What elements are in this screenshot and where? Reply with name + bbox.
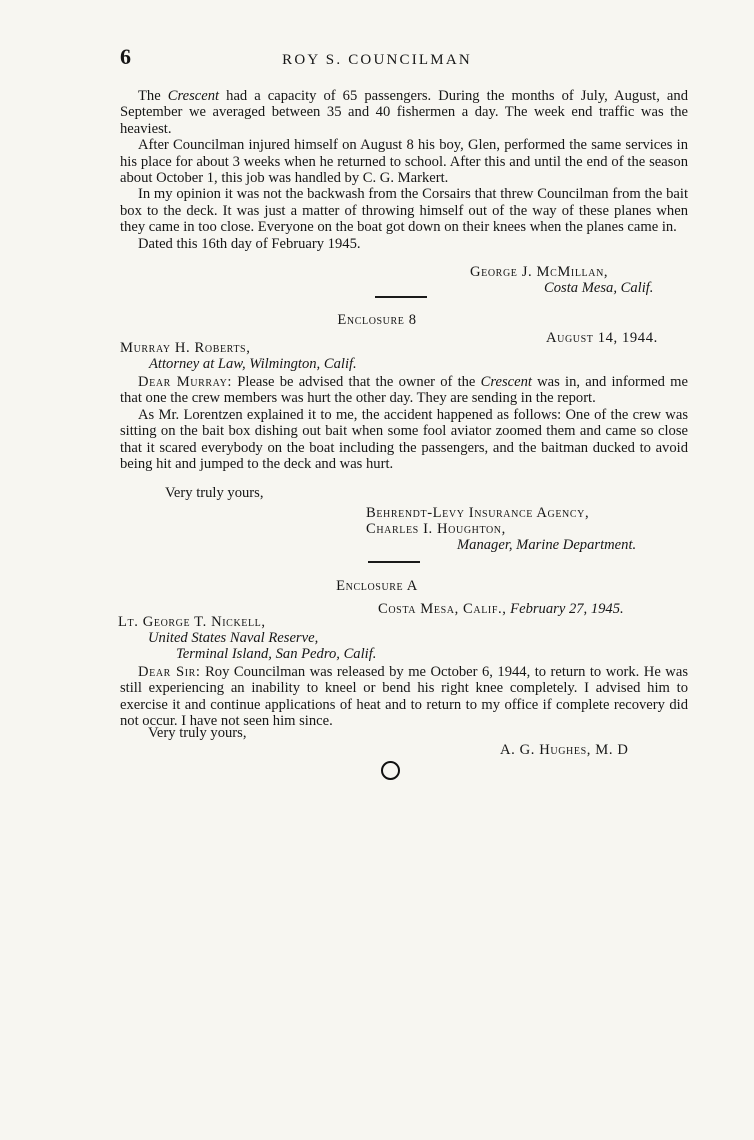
addressee-name: Lt. George T. Nickell, bbox=[118, 614, 266, 630]
page-number: 6 bbox=[120, 44, 131, 69]
enclosure-a-body bbox=[120, 664, 688, 730]
salutation: Dear Murray: bbox=[138, 374, 233, 390]
statement-paragraph: After Councilman injured himself on August 8 his boy, Glen, performed the same services in his place for about 3 weeks when he returned to school. After this and until the end of the season about October 1, this job was handled by C. G. Markert. bbox=[120, 137, 688, 187]
signer: A. G. Hughes, M. D bbox=[500, 742, 629, 758]
mcmillan-statement-body bbox=[120, 88, 688, 252]
section-divider bbox=[375, 296, 427, 298]
letter-paragraph: Dear Sir: Roy Councilman was released by me October 6, 1944, to return to work. He was still experiencing an inability to kneel or bend his right knee completely. I advised him to exercise it and continue applications of heat and to return to my office if complete recovery did not occur. I have not seen him since. bbox=[120, 664, 688, 730]
enclosure-8-heading: Enclosure 8 bbox=[337, 312, 417, 328]
statement-paragraph: The Crescent had a capacity of 65 passengers. During the months of July, August, and September we averaged between 35 and 40 fishermen a day. The week end traffic was the heaviest. bbox=[120, 88, 688, 137]
signer-place: Costa Mesa, Calif. bbox=[544, 280, 654, 296]
addressee-title: Attorney at Law, Wilmington, Calif. bbox=[149, 356, 357, 372]
addressee-line: United States Naval Reserve, bbox=[148, 630, 319, 646]
running-head: ROY S. COUNCILMAN bbox=[282, 52, 472, 68]
section-divider bbox=[368, 561, 420, 563]
letter-closing: Very truly yours, bbox=[165, 485, 264, 501]
salutation: Dear Sir: bbox=[138, 664, 201, 680]
letter-paragraph: As Mr. Lorentzen explained it to me, the accident happened as follows: One of the crew was sitting on the bait box dishing out bait when some fool aviator zoomed them and came so close that it scared everybody on the boat including the passengers, and the baitman ducked to avoid being hit and jumped to the deck and was hurt. bbox=[120, 406, 688, 473]
enclosure-a-heading: Enclosure A bbox=[336, 578, 418, 594]
signature-name: Charles I. Houghton, bbox=[366, 521, 506, 537]
signature-title: Manager, Marine Department. bbox=[457, 537, 637, 553]
signer-name: George J. McMillan, bbox=[470, 264, 609, 280]
statement-paragraph: In my opinion it was not the backwash from the Corsairs that threw Councilman from the bait box to the deck. It was just a matter of throwing himself out of the way of these planes when they came in too close. Everyone on the boat got down on their knees when the planes came in. bbox=[120, 186, 688, 236]
enclosure-8-body bbox=[120, 374, 688, 472]
statement-dated-line: Dated this 16th day of February 1945. bbox=[138, 235, 361, 252]
enclosure-a-place-date: Costa Mesa, Calif., February 27, 1945. bbox=[378, 601, 624, 617]
enclosure-8-date: August 14, 1944. bbox=[546, 330, 658, 346]
signature-company: Behrendt-Levy Insurance Agency, bbox=[366, 505, 590, 521]
addressee-line: Terminal Island, San Pedro, Calif. bbox=[176, 646, 377, 662]
letter-closing: Very truly yours, bbox=[148, 725, 247, 741]
letter-paragraph: Dear Murray: Please be advised that the owner of the Crescent was in, and informed me that one the crew members was hurt the other day. They are sending in the report. bbox=[120, 374, 689, 407]
circle-ornament-icon bbox=[381, 761, 400, 780]
addressee-name: Murray H. Roberts, bbox=[120, 340, 251, 356]
